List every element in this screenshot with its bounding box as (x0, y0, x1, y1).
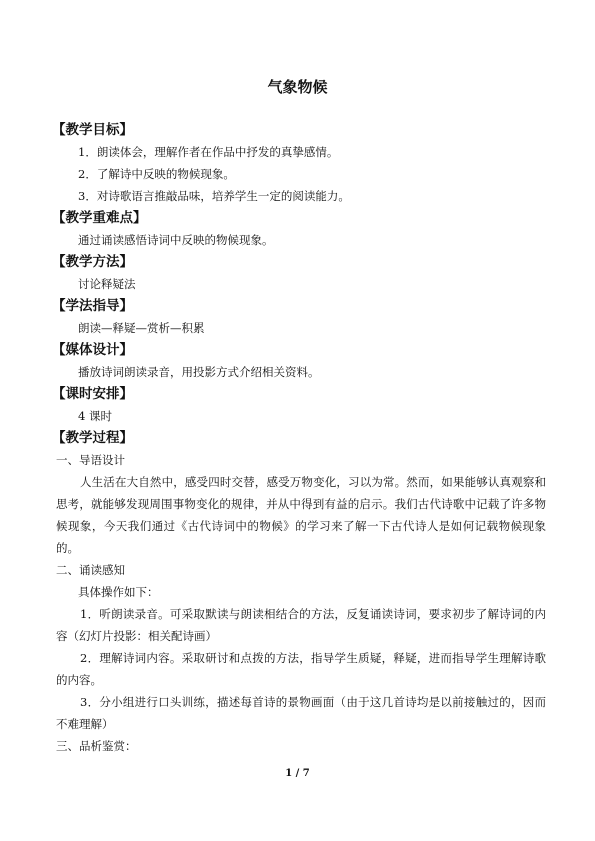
process-item: 1．听朗读录音。可采取默读与朗读相结合的方法，反复诵读诗词，要求初步了解诗词的内容（幻灯片投影：相关配诗画） (56, 607, 546, 643)
document-body (52, 119, 546, 757)
heading-schedule: 【课时安排】 (52, 386, 133, 402)
part-title: 三、品析鉴赏： (56, 739, 137, 753)
heading-teaching-method: 【教学方法】 (52, 254, 133, 270)
paragraph: 具体操作如下： (78, 585, 159, 599)
heading-study-guidance: 【学法指导】 (52, 298, 133, 314)
goal-item: 3．对诗歌语言推敲品味，培养学生一定的阅读能力。 (78, 189, 350, 203)
page-number: 1 / 7 (285, 768, 310, 779)
heading-key-points: 【教学重难点】 (52, 210, 147, 226)
process-item: 3．分小组进行口头训练，描述每首诗的景物画面（由于这几首诗均是以前接触过的，因而不难理解） (56, 695, 546, 731)
document-title: 气象物候 (267, 78, 328, 96)
part-title: 二、诵读感知 (56, 563, 125, 577)
method-text: 讨论释疑法 (78, 277, 136, 291)
goal-item: 1．朗读体会，理解作者在作品中抒发的真挚感情。 (78, 145, 339, 159)
paragraph: 人生活在大自然中，感受四时交替，感受万物变化，习以为常。然而，如果能够认真观察和思考，就能够发现周围事物变化的规律，并从中得到有益的启示。我们古代诗歌中记载了许多物候现象，今天我们通过《古代诗词中的物候》的学习来了解一下古代诗人是如何记载物候现象的。 (56, 475, 546, 555)
part-title: 一、导语设计 (56, 453, 125, 467)
key-points-text: 通过诵读感悟诗词中反映的物候现象。 (78, 233, 274, 247)
media-text: 播放诗词朗读录音，用投影方式介绍相关资料。 (78, 365, 320, 379)
schedule-text: 4 课时 (78, 409, 112, 423)
heading-media-design: 【媒体设计】 (52, 342, 133, 358)
goal-item: 2．了解诗中反映的物候现象。 (78, 167, 235, 181)
process-item: 2．理解诗词内容。采取研讨和点拨的方法，指导学生质疑，释疑，进而指导学生理解诗歌的内容。 (56, 651, 546, 687)
study-text: 朗读—释疑—赏析—积累 (78, 321, 205, 335)
heading-teaching-process: 【教学过程】 (52, 430, 133, 446)
heading-teaching-goals: 【教学目标】 (52, 122, 133, 138)
